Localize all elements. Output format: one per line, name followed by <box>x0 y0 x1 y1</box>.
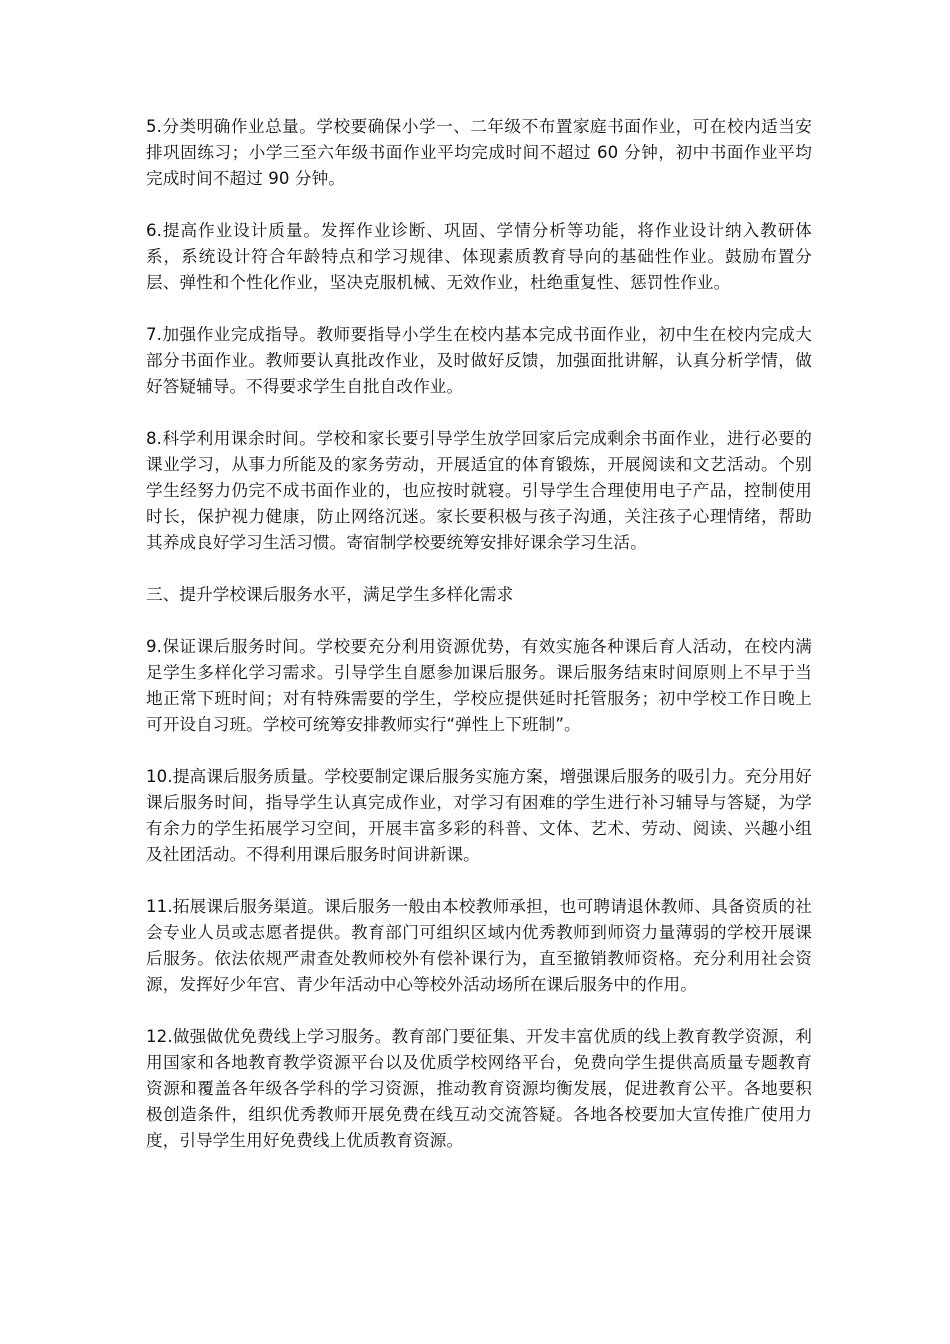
section-heading: 三、提升学校课后服务水平，满足学生多样化需求 <box>146 585 514 604</box>
paragraph-homework-design: 6.提高作业设计质量。发挥作业诊断、巩固、学情分析等功能，将作业设计纳入教研体系，系统设计符合年龄特点和学习规律、体现素质教育导向的基础性作业。鼓励布置分层、弹性和个性化作业，坚决克服机械、无效作业，杜绝重复性、惩罚性作业。 <box>146 221 812 292</box>
paragraph-service-time: 9.保证课后服务时间。学校要充分利用资源优势，有效实施各种课后育人活动，在校内满足学生多样化学习需求。引导学生自愿参加课后服务。课后服务结束时间原则上不早于当地正常下班时间；对有特殊需要的学生，学校应提供延时托管服务；初中学校工作日晚上可开设自习班。学校可统筹安排教师实行“弹性上下班制”。 <box>146 637 812 734</box>
paragraph-service-channels: 11.拓展课后服务渠道。课后服务一般由本校教师承担，也可聘请退休教师、具备资质的社会专业人员或志愿者提供。教育部门可组织区域内优秀教师到师资力量薄弱的学校开展课后服务。依法依规严肃查处教师校外有偿补课行为，直至撤销教师资格。充分利用社会资源，发挥好少年宫、青少年活动中心等校外活动场所在课后服务中的作用。 <box>146 897 812 994</box>
document-body <box>146 114 812 1154</box>
paragraph-service-quality: 10.提高课后服务质量。学校要制定课后服务实施方案，增强课后服务的吸引力。充分用好课后服务时间，指导学生认真完成作业，对学习有困难的学生进行补习辅导与答疑，为学有余力的学生拓展学习空间，开展丰富多彩的科普、文体、艺术、劳动、阅读、兴趣小组及社团活动。不得利用课后服务时间讲新课。 <box>146 767 812 864</box>
paragraph-online-learning: 12.做强做优免费线上学习服务。教育部门要征集、开发丰富优质的线上教育教学资源，利用国家和各地教育教学资源平台以及优质学校网络平台，免费向学生提供高质量专题教育资源和覆盖各年级各学科的学习资源，推动教育资源均衡发展，促进教育公平。各地要积极创造条件，组织优秀教师开展免费在线互动交流答疑。各地各校要加大宣传推广使用力度，引导学生用好免费线上优质教育资源。 <box>146 1027 812 1150</box>
paragraph-homework-guidance: 7.加强作业完成指导。教师要指导小学生在校内基本完成书面作业，初中生在校内完成大部分书面作业。教师要认真批改作业，及时做好反馈，加强面批讲解，认真分析学情，做好答疑辅导。不得要求学生自批自改作业。 <box>146 325 812 396</box>
paragraph-homework-total: 5.分类明确作业总量。学校要确保小学一、二年级不布置家庭书面作业，可在校内适当安排巩固练习；小学三至六年级书面作业平均完成时间不超过 60 分钟，初中书面作业平均完成时间不超过 90 分钟。 <box>146 117 812 188</box>
paragraph-spare-time: 8.科学利用课余时间。学校和家长要引导学生放学回家后完成剩余书面作业，进行必要的课业学习，从事力所能及的家务劳动，开展适宜的体育锻炼，开展阅读和文艺活动。个别学生经努力仍完不成书面作业的，也应按时就寝。引导学生合理使用电子产品，控制使用时长，保护视力健康，防止网络沉迷。家长要积极与孩子沟通，关注孩子心理情绪，帮助其养成良好学习生活习惯。寄宿制学校要统筹安排好课余学习生活。 <box>146 429 812 552</box>
